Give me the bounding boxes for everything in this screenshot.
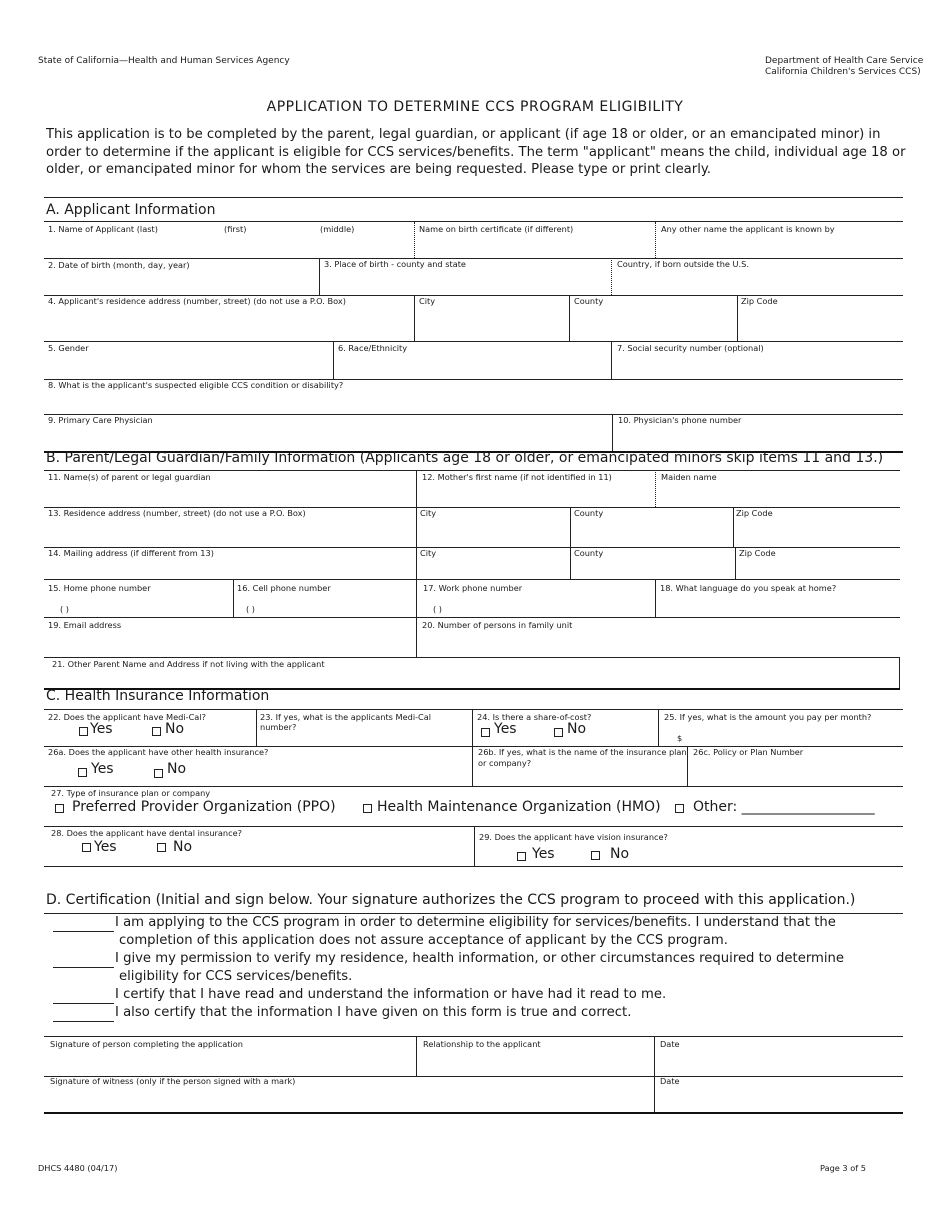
divider [474, 826, 475, 866]
other-insurance-no-checkbox[interactable] [154, 769, 163, 778]
certification-statement-2: I give my permission to verify my residence, health information, or other circumstances required to determine [115, 951, 844, 966]
divider [658, 709, 659, 746]
vision-no-checkbox[interactable] [591, 851, 600, 860]
physician-phone-label: 10. Physician's phone number [618, 415, 742, 425]
divider [44, 197, 903, 198]
divider [44, 1112, 903, 1114]
dental-insurance-question: 28. Does the applicant have dental insurance? [51, 828, 242, 838]
certification-statement-3: I certify that I have read and understand the information or have had it read to me. [115, 987, 667, 1002]
yes-label: Yes [90, 721, 113, 737]
work-phone-area-code: ( ) [433, 604, 442, 614]
city-label: City [419, 296, 436, 306]
birth-certificate-name-label: Name on birth certificate (if different) [419, 224, 574, 234]
other-insurance-yes-checkbox[interactable] [78, 768, 87, 777]
mailing-address-label: 14. Mailing address (if different from 13) [48, 548, 214, 558]
no-label: No [167, 761, 187, 777]
section-a-title: A. Applicant Information [46, 202, 216, 218]
zip-code-label: Zip Code [739, 548, 776, 558]
applicant-last-name-label: 1. Name of Applicant (last) [48, 224, 158, 234]
divider [570, 507, 571, 547]
divider [44, 579, 900, 580]
divider [416, 617, 417, 657]
dental-no-checkbox[interactable] [157, 843, 166, 852]
divider [611, 258, 612, 295]
county-label: County [574, 296, 604, 306]
vision-yes-checkbox[interactable] [517, 852, 526, 861]
residence-address-label: 4. Applicant's residence address (number, street) (do not use a P.O. Box) [48, 296, 346, 306]
certification-statement-4: I also certify that the information I have given on this form is true and correct. [115, 1005, 632, 1020]
yes-label: Yes [494, 721, 517, 737]
medi-cal-number-label-cont: number? [260, 722, 297, 732]
no-label: No [610, 846, 630, 862]
divider [570, 547, 571, 579]
mother-first-name-label: 12. Mother's first name (if not identified in 11) [422, 472, 612, 482]
gender-label: 5. Gender [48, 343, 89, 353]
no-label: No [567, 721, 587, 737]
yes-label: Yes [532, 846, 555, 862]
other-plan-checkbox[interactable] [675, 804, 684, 813]
hmo-label: Health Maintenance Organization (HMO) [377, 799, 661, 815]
initials-line-1[interactable] [53, 931, 114, 932]
country-of-birth-label: Country, if born outside the U.S. [617, 259, 749, 269]
applicant-middle-name-label: (middle) [320, 224, 355, 234]
home-phone-area-code: ( ) [60, 604, 69, 614]
divider [735, 547, 736, 579]
condition-label: 8. What is the applicant's suspected eligible CCS condition or disability? [48, 380, 344, 390]
divider [733, 507, 734, 547]
county-label: County [574, 508, 604, 518]
initials-line-3[interactable] [53, 1003, 114, 1004]
divider [233, 579, 234, 617]
divider [655, 222, 656, 258]
home-phone-label: 15. Home phone number [48, 583, 151, 593]
vision-insurance-question: 29. Does the applicant have vision insurance? [479, 832, 668, 842]
divider [44, 709, 903, 710]
email-label: 19. Email address [48, 620, 122, 630]
signature-date-label: Date [660, 1039, 680, 1049]
divider [416, 1036, 417, 1076]
certification-statement-1: I am applying to the CCS program in order to determine eligibility for services/benefits. I understand that the [115, 915, 836, 930]
divider [44, 1036, 903, 1037]
other-plan-label: Other: ___________________ [693, 799, 875, 815]
program-name: California Children's Services CCS) [765, 67, 921, 77]
witness-signature-label: Signature of witness (only if the person signed with a mark) [50, 1076, 296, 1086]
medi-cal-no-checkbox[interactable] [152, 727, 161, 736]
divider [44, 786, 903, 787]
county-label: County [574, 548, 604, 558]
city-label: City [420, 548, 437, 558]
applicant-first-name-label: (first) [224, 224, 247, 234]
certification-statement-1-cont: completion of this application does not assure acceptance of applicant by the CCS program. [119, 933, 728, 948]
divider [655, 579, 656, 617]
witness-date-label: Date [660, 1076, 680, 1086]
parent-name-label: 11. Name(s) of parent or legal guardian [48, 472, 211, 482]
divider [899, 657, 900, 688]
medi-cal-question: 22. Does the applicant have Medi-Cal? [48, 712, 206, 722]
zip-code-label: Zip Code [741, 296, 778, 306]
cell-phone-area-code: ( ) [246, 604, 255, 614]
divider [687, 746, 688, 786]
signature-label: Signature of person completing the application [50, 1039, 243, 1049]
yes-label: Yes [91, 761, 114, 777]
date-of-birth-label: 2. Date of birth (month, day, year) [48, 260, 190, 270]
ppo-checkbox[interactable] [55, 804, 64, 813]
divider [611, 341, 612, 379]
section-d-title: D. Certification (Initial and sign below. Your signature authorizes the CCS program to proceed with this application.) [46, 892, 856, 908]
divider [256, 709, 257, 746]
section-b-title: B. Parent/Legal Guardian/Family Information (Applicants age 18 or older, or emancipated minors skip items 11 and 13.) [46, 450, 884, 466]
divider [737, 295, 738, 341]
divider [472, 746, 473, 786]
section-c-title: C. Health Insurance Information [46, 688, 270, 704]
medi-cal-number-label: 23. If yes, what is the applicants Medi-Cal [260, 712, 432, 722]
divider [44, 866, 903, 867]
divider [654, 1036, 655, 1113]
share-of-cost-question: 24. Is there a share-of-cost? [477, 712, 592, 722]
work-phone-label: 17. Work phone number [423, 583, 523, 593]
share-of-cost-no-checkbox[interactable] [554, 728, 563, 737]
divider [44, 470, 900, 471]
insurance-type-label: 27. Type of insurance plan or company [51, 788, 211, 798]
monthly-amount-label: 25. If yes, what is the amount you pay per month? [664, 712, 872, 722]
initials-line-2[interactable] [53, 967, 114, 968]
divider [472, 709, 473, 746]
divider [416, 507, 417, 547]
insurance-plan-name-label-cont: or company? [478, 758, 532, 768]
home-language-label: 18. What language do you speak at home? [660, 583, 837, 593]
divider [612, 414, 613, 452]
form-id: DHCS 4480 (04/17) [38, 1163, 118, 1173]
dollar-sign: $ [677, 733, 683, 743]
divider [44, 221, 903, 222]
ssn-label: 7. Social security number (optional) [617, 343, 764, 353]
yes-label: Yes [94, 839, 117, 855]
primary-physician-label: 9. Primary Care Physician [48, 415, 153, 425]
cell-phone-label: 16. Cell phone number [237, 583, 331, 593]
family-residence-address-label: 13. Residence address (number, street) (do not use a P.O. Box) [48, 508, 306, 518]
divider [44, 341, 903, 342]
ppo-label: Preferred Provider Organization (PPO) [72, 799, 336, 815]
zip-code-label: Zip Code [736, 508, 773, 518]
no-label: No [173, 839, 193, 855]
relationship-label: Relationship to the applicant [423, 1039, 541, 1049]
policy-number-label: 26c. Policy or Plan Number [693, 747, 804, 757]
divider [44, 258, 903, 259]
hmo-checkbox[interactable] [363, 804, 372, 813]
dental-yes-checkbox[interactable] [82, 843, 91, 852]
divider [416, 579, 417, 617]
other-insurance-question: 26a. Does the applicant have other health insurance? [48, 747, 269, 757]
agency-name: State of California—Health and Human Services Agency [38, 56, 290, 66]
divider [44, 617, 900, 618]
medi-cal-yes-checkbox[interactable] [79, 727, 88, 736]
divider [655, 470, 656, 507]
divider [44, 414, 903, 415]
form-title: APPLICATION TO DETERMINE CCS PROGRAM ELIGIBILITY [266, 99, 684, 115]
divider [414, 222, 415, 258]
insurance-plan-name-label: 26b. If yes, what is the name of the insurance plan [478, 747, 687, 757]
divider [416, 547, 417, 579]
divider [569, 295, 570, 341]
intro-paragraph: This application is to be completed by the parent, legal guardian, or applicant (if age 18 or older, or an emancipated minor) in order to determine if the applicant is eligible for CCS services/benefits. The term "applicant" means the child, individual age 18 or older, or emancipated minor for whom the services are being requested. Please type or print clearly. [46, 127, 906, 177]
other-name-label: Any other name the applicant is known by [661, 224, 835, 234]
other-parent-label: 21. Other Parent Name and Address if not living with the applicant [52, 659, 325, 669]
race-ethnicity-label: 6. Race/Ethnicity [338, 343, 408, 353]
family-size-label: 20. Number of persons in family unit [422, 620, 573, 630]
maiden-name-label: Maiden name [661, 472, 717, 482]
initials-line-4[interactable] [53, 1021, 114, 1022]
divider [333, 341, 334, 379]
certification-statement-2-cont: eligibility for CCS services/benefits. [119, 969, 353, 984]
divider [414, 295, 415, 341]
city-label: City [420, 508, 437, 518]
divider [44, 657, 900, 658]
page-number: Page 3 of 5 [820, 1163, 866, 1173]
divider [319, 258, 320, 295]
no-label: No [165, 721, 185, 737]
share-of-cost-yes-checkbox[interactable] [481, 728, 490, 737]
divider [416, 470, 417, 507]
department-name: Department of Health Care Service [765, 56, 924, 66]
place-of-birth-label: 3. Place of birth - county and state [324, 259, 466, 269]
